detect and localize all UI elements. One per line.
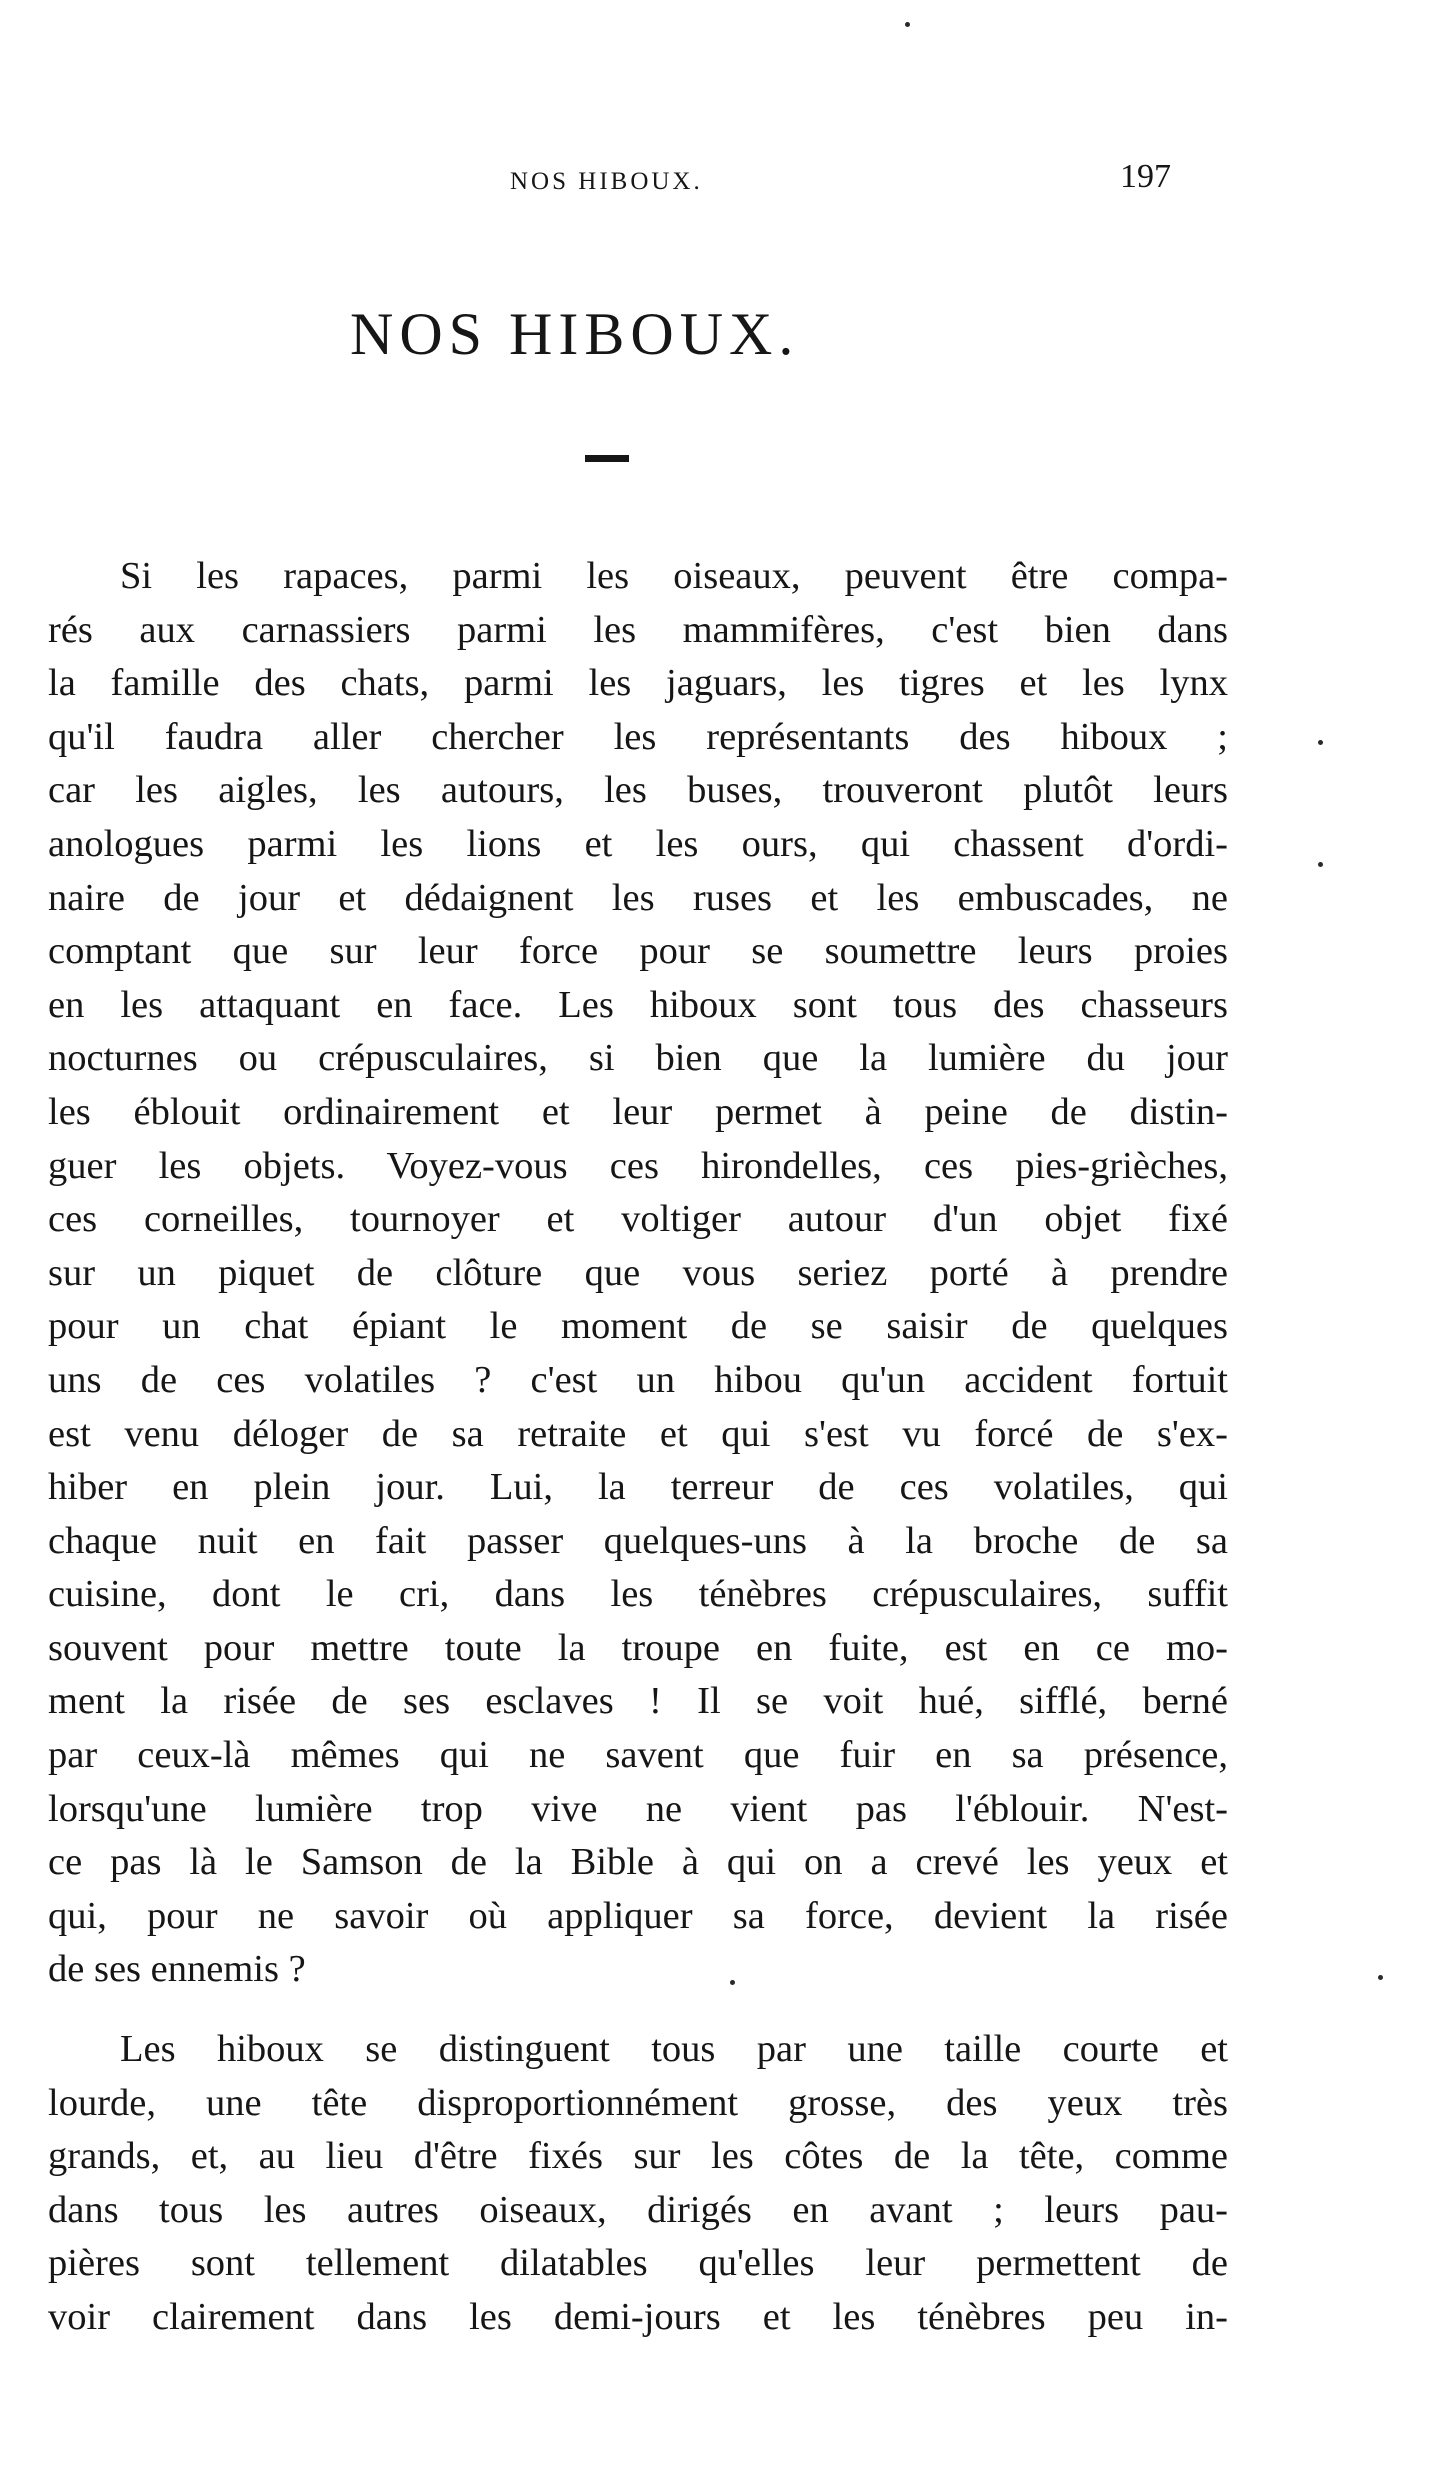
scan-speck [1318, 740, 1323, 745]
page-number: 197 [1120, 158, 1171, 195]
running-head: NOS HIBOUX. [510, 168, 703, 195]
chapter-title: NOS HIBOUX. [350, 301, 800, 367]
text-line: naire de jour et dédaignent les ruses et les embuscades, ne [48, 876, 1228, 919]
text-line: ces corneilles, tournoyer et voltiger autour d'un objet fixé [48, 1198, 1228, 1241]
text-line: Les hiboux se distinguent tous par une taille courte et [120, 2028, 1228, 2071]
text-line: voir clairement dans les demi-jours et les ténèbres peu in- [48, 2296, 1228, 2338]
text-line: comptant que sur leur force pour se soumettre leurs proies [48, 930, 1228, 973]
text-line: lorsqu'une lumière trop vive ne vient pas l'éblouir. N'est- [48, 1787, 1228, 1830]
text-line: qui, pour ne savoir où appliquer sa force, devient la risée [48, 1894, 1228, 1937]
text-line: pières sont tellement dilatables qu'elles leur permettent de [48, 2242, 1228, 2285]
text-line: lourde, une tête disproportionnément grosse, des yeux très [48, 2081, 1228, 2124]
scan-speck [905, 22, 910, 27]
scan-speck [1318, 862, 1323, 867]
text-line: cuisine, dont le cri, dans les ténèbres crépusculaires, suffit [48, 1573, 1228, 1616]
text-line: les éblouit ordinairement et leur permet à peine de distin- [48, 1090, 1228, 1133]
body-text [48, 550, 1228, 2345]
text-line: rés aux carnassiers parmi les mammifères, c'est bien dans [48, 608, 1228, 651]
text-line: est venu déloger de sa retraite et qui s'est vu forcé de s'ex- [48, 1412, 1228, 1455]
text-line: par ceux-là mêmes qui ne savent que fuir en sa présence, [48, 1734, 1228, 1777]
text-line: car les aigles, les autours, les buses, trouveront plutôt leurs [48, 769, 1228, 812]
text-line: nocturnes ou crépusculaires, si bien que la lumière du jour [48, 1037, 1228, 1080]
paragraph [48, 550, 1228, 1997]
title-rule [585, 455, 629, 462]
paragraphs [48, 550, 1228, 2345]
text-line: uns de ces volatiles ? c'est un hibou qu'un accident fortuit [48, 1358, 1228, 1401]
text-line: dans tous les autres oiseaux, dirigés en avant ; leurs pau- [48, 2188, 1228, 2231]
text-line: Si les rapaces, parmi les oiseaux, peuvent être compa- [120, 555, 1228, 597]
paragraph [48, 2023, 1228, 2345]
text-line: anologues parmi les lions et les ours, qui chassent d'ordi- [48, 822, 1228, 865]
text-line: de ses ennemis ? [48, 1948, 306, 1991]
paragraph-gap [48, 1997, 1228, 2023]
text-line: guer les objets. Voyez-vous ces hirondelles, ces pies-grièches, [48, 1144, 1228, 1187]
text-line: ment la risée de ses esclaves ! Il se voit hué, sifflé, berné [48, 1680, 1228, 1723]
scan-speck [1378, 1975, 1383, 1980]
text-line: chaque nuit en fait passer quelques-uns à la broche de sa [48, 1519, 1228, 1562]
text-line: ce pas là le Samson de la Bible à qui on a crevé les yeux et [48, 1841, 1228, 1884]
text-line: sur un piquet de clôture que vous seriez porté à prendre [48, 1251, 1228, 1294]
text-line: souvent pour mettre toute la troupe en fuite, est en ce mo- [48, 1626, 1228, 1669]
text-line: pour un chat épiant le moment de se saisir de quelques [48, 1305, 1228, 1348]
text-line: la famille des chats, parmi les jaguars, les tigres et les lynx [48, 662, 1228, 705]
text-line: en les attaquant en face. Les hiboux sont tous des chasseurs [48, 983, 1228, 1026]
scan-speck [730, 1980, 735, 1985]
text-line: qu'il faudra aller chercher les représentants des hiboux ; [48, 715, 1228, 758]
text-line: grands, et, au lieu d'être fixés sur les côtes de la tête, comme [48, 2135, 1228, 2178]
text-line: hiber en plein jour. Lui, la terreur de ces volatiles, qui [48, 1466, 1228, 1509]
